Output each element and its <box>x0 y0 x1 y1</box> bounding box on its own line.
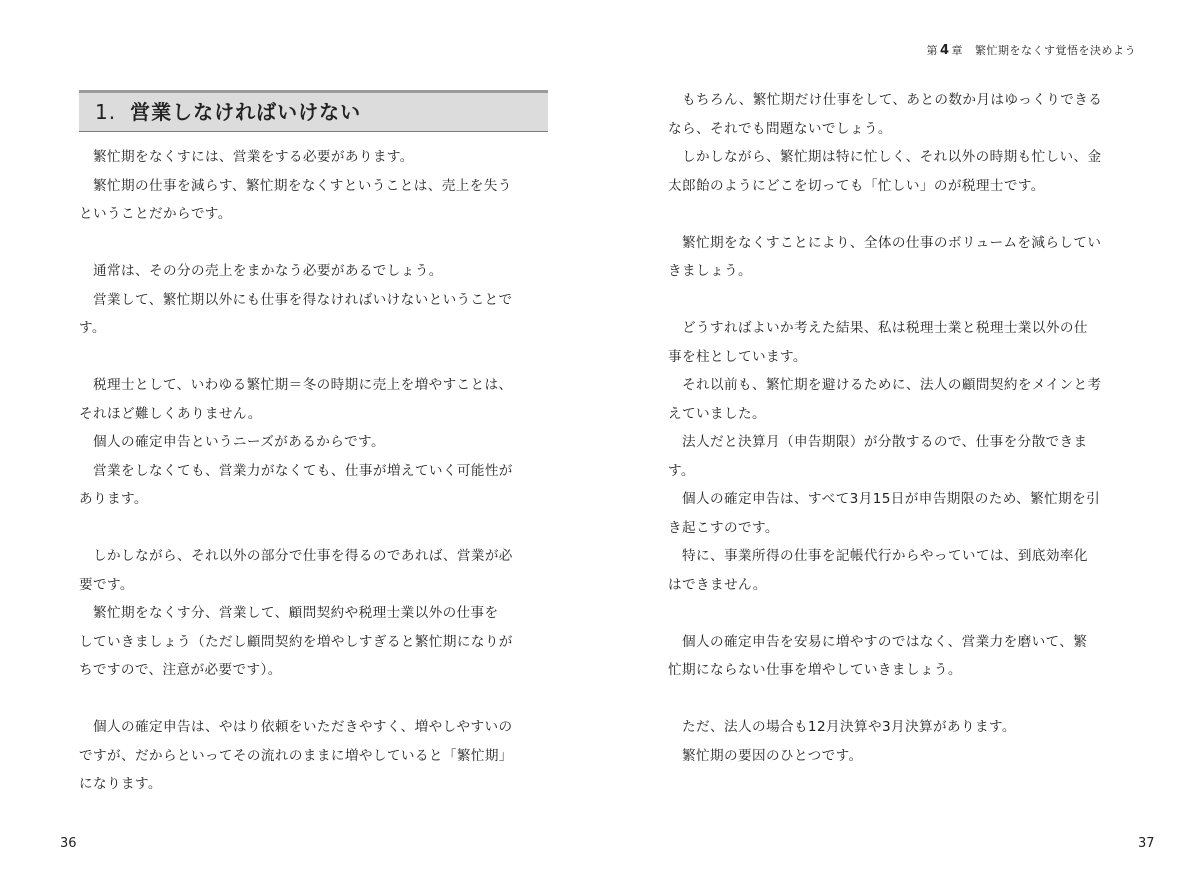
body-line: 通常は、その分の売上をまかなう必要があるでしょう。 <box>79 263 443 279</box>
body-line: 繁忙期をなくすには、営業をする必要があります。 <box>79 149 414 165</box>
blank-line <box>668 286 1148 315</box>
blank-line <box>668 200 1148 229</box>
body-line: 個人の確定申告は、すべて3月15日が申告期限のため、繁忙期を引 <box>668 491 1101 507</box>
body-line: 事を柱としています。 <box>668 348 807 365</box>
body-line: それ以前も、繁忙期を避けるために、法人の顧問契約をメインと考 <box>668 377 1102 393</box>
body-line: 個人の確定申告は、やはり依頼をいただきやすく、増やしやすいの <box>79 719 513 735</box>
body-line: はできません。 <box>668 576 767 593</box>
section-heading-text: 営業しなければいけない <box>130 100 362 124</box>
body-line: していきましょう（ただし顧問契約を増やしすぎると繁忙期になりが <box>79 633 513 650</box>
body-line: 税理士として、いわゆる繁忙期＝冬の時期に売上を増やすことは、 <box>79 377 513 393</box>
page-number-left: 36 <box>60 836 77 851</box>
body-line: す。 <box>79 320 106 336</box>
body-line: 要です。 <box>79 576 134 593</box>
body-line: ということだからです。 <box>79 206 232 222</box>
body-line: あります。 <box>79 491 148 507</box>
body-line: 繁忙期の仕事を減らす、繁忙期をなくすということは、売上を失う <box>79 177 512 194</box>
body-line: 繁忙期の要因のひとつです。 <box>668 747 863 764</box>
body-line: になります。 <box>79 776 162 792</box>
body-line: 法人だと決算月（申告期限）が分散するので、仕事を分散できま <box>668 434 1088 450</box>
body-line: 営業して、繁忙期以外にも仕事を得なければいけないということで <box>79 291 513 308</box>
body-line: 個人の確定申告というニーズがあるからです。 <box>79 434 385 450</box>
body-line: 特に、事業所得の仕事を記帳代行からやっていては、到底効率化 <box>668 548 1088 564</box>
body-line: 個人の確定申告を安易に増やすのではなく、営業力を磨いて、繁 <box>668 633 1088 650</box>
section-heading <box>79 90 548 132</box>
blank-line <box>79 343 559 372</box>
body-line: それほど難しくありません。 <box>79 405 262 422</box>
blank-line <box>668 599 1148 628</box>
body-line: どうすればよいか考えた結果、私は税理士業と税理士業以外の仕 <box>668 320 1088 336</box>
left-body-text <box>79 143 559 799</box>
section-heading-number: 1. <box>95 100 117 124</box>
running-header <box>926 42 1136 58</box>
body-line: 太郎飴のようにどこを切っても「忙しい」のが税理士です。 <box>668 177 1045 194</box>
chapter-number: 4 <box>939 43 950 58</box>
chapter-title: 繁忙期をなくす覚悟を決めよう <box>975 44 1136 57</box>
body-line: しかしながら、それ以外の部分で仕事を得るのであれば、営業が必 <box>79 548 513 564</box>
body-line: 繁忙期をなくすことにより、全体の仕事のボリュームを減らしてい <box>668 234 1102 251</box>
body-line: えていました。 <box>668 405 766 422</box>
blank-line <box>79 514 559 543</box>
body-line: 忙期にならない仕事を増やしていきましょう。 <box>668 662 962 678</box>
body-line: しかしながら、繁忙期は特に忙しく、それ以外の時期も忙しい、金 <box>668 149 1102 165</box>
body-line: もちろん、繁忙期だけ仕事をして、あとの数か月はゆっくりできる <box>668 92 1103 108</box>
body-line: 繁忙期をなくす分、営業して、顧問契約や税理士業以外の仕事を <box>79 605 499 621</box>
page-number-right: 37 <box>1138 836 1155 851</box>
body-line: す。 <box>668 462 695 479</box>
blank-line <box>79 229 559 258</box>
chapter-suffix: 章 <box>951 44 963 57</box>
body-line: き起こすのです。 <box>668 519 779 536</box>
body-line: なら、それでも問題ないでしょう。 <box>668 120 892 137</box>
body-line: 営業をしなくても、営業力がなくても、仕事が増えていく可能性が <box>79 462 513 479</box>
blank-line <box>668 685 1148 714</box>
body-line: ただ、法人の場合も12月決算や3月決算があります。 <box>668 719 1016 735</box>
body-line: ちですので、注意が必要です）。 <box>79 662 282 678</box>
body-line: きましょう。 <box>668 263 752 279</box>
right-body-text <box>668 86 1148 770</box>
chapter-prefix: 第 <box>926 44 938 57</box>
blank-line <box>79 685 559 714</box>
body-line: ですが、だからといってその流れのままに増やしていると「繁忙期」 <box>79 747 513 764</box>
